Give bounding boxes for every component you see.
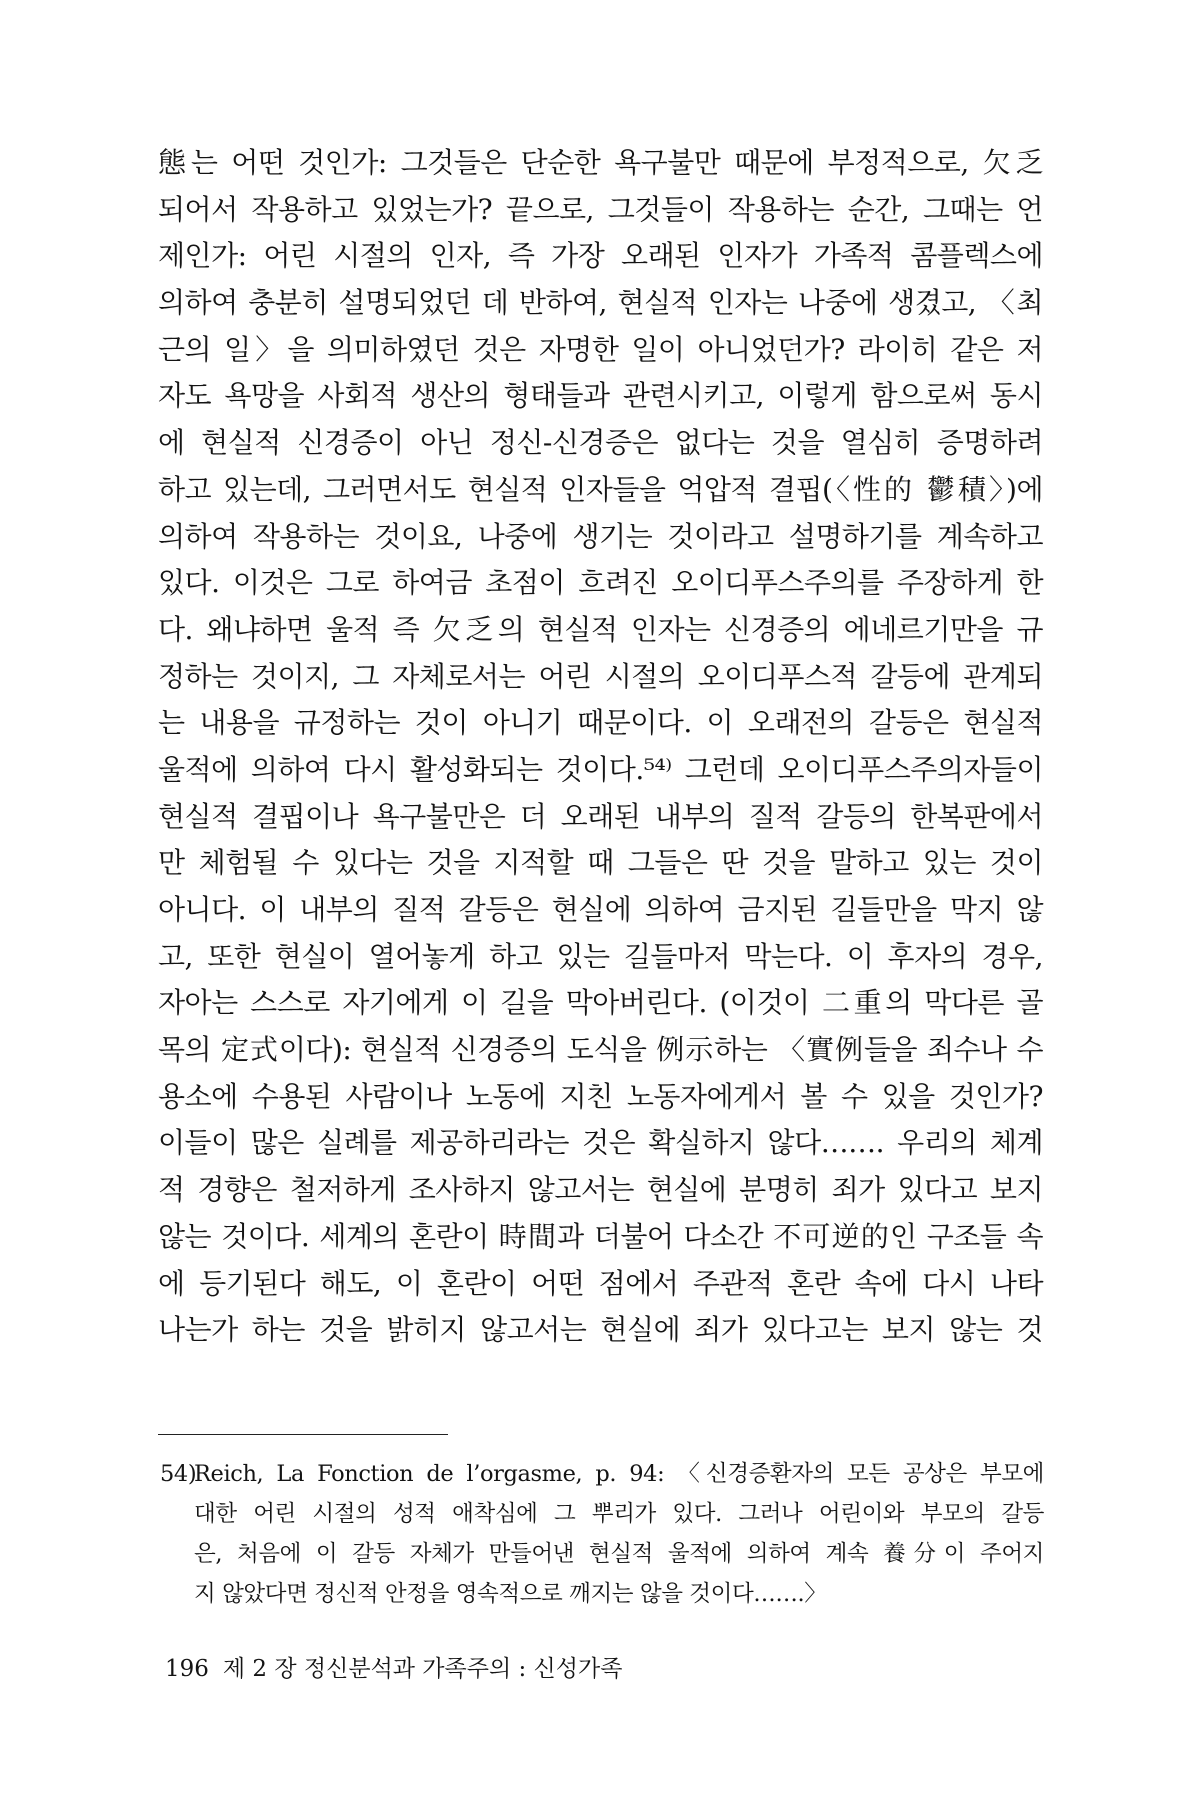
text-line: 않는 것이다. 세계의 혼란이 時間과 더불어 다소간 不可逆的인 구조들 속: [158, 1219, 1043, 1253]
text-line: 에 현실적 신경증이 아닌 정신-신경증은 없다는 것을 열심히 증명하려: [158, 426, 1043, 460]
footnote-separator: [158, 1434, 448, 1435]
footnote-text: Reich, La Fonction de l’orgasme, p. 94: 〈신경증환자의 모든 공상은 부모에: [194, 1461, 1044, 1487]
text-line: 고, 또한 현실이 열어놓게 하고 있는 길들마저 막는다. 이 후자의 경우,: [158, 939, 1043, 973]
footnote-line: 지 않았다면 정신적 안정을 영속적으로 깨지는 않을 것이다…….〉: [194, 1581, 827, 1607]
text-line: 울적에 의하여 다시 활성화되는 것이다.⁵⁴⁾ 그런데 오이디푸스주의자들이: [158, 752, 1043, 786]
text-line: 態는 어떤 것인가: 그것들은 단순한 욕구불만 때문에 부정적으로, 欠乏: [158, 146, 1043, 179]
footnote-line: [160, 1454, 1044, 1494]
text-line: 이들이 많은 실례를 제공하리라는 것은 확실하지 않다……. 우리의 체계: [158, 1126, 1043, 1160]
text-line: 적 경향은 철저하게 조사하지 않고서는 현실에 분명히 죄가 있다고 보지: [158, 1173, 1043, 1207]
footnote-line: 은, 처음에 이 갈등 자체가 만들어낸 현실적 울적에 의하여 계속 養分이 주어지: [194, 1541, 1044, 1567]
text-line: 자아는 스스로 자기에게 이 길을 막아버린다. (이것이 二重의 막다른 골: [158, 986, 1043, 1020]
text-line: 되어서 작용하고 있었는가? 끝으로, 그것들이 작용하는 순간, 그때는 언: [158, 192, 1043, 226]
text-line: 다. 왜냐하면 울적 즉 欠乏의 현실적 인자는 신경증의 에네르기만을 규: [158, 612, 1043, 646]
text-line: 아니다. 이 내부의 질적 갈등은 현실에 의하여 금지된 길들만을 막지 않: [158, 893, 1043, 926]
text-line: 나는가 하는 것을 밝히지 않고서는 현실에 죄가 있다고는 보지 않는 것: [158, 1313, 1043, 1347]
text-line: 자도 욕망을 사회적 생산의 형태들과 관련시키고, 이렇게 함으로써 동시: [158, 379, 1043, 413]
page-number: 196: [165, 1656, 209, 1682]
running-title: 제 2 장 정신분석과 가족주의 : 신성가족: [222, 1656, 623, 1682]
text-line: 하고 있는데, 그러면서도 현실적 인자들을 억압적 결핍(〈性的 鬱積〉)에: [158, 472, 1043, 506]
page-footer: [165, 1654, 622, 1684]
text-line: 는 내용을 규정하는 것이 아니기 때문이다. 이 오래전의 갈등은 현실적: [158, 706, 1043, 740]
text-line: 근의 일〉을 의미하였던 것은 자명한 일이 아니었던가? 라이히 같은 저: [158, 332, 1043, 366]
text-line: 정하는 것이지, 그 자체로서는 어린 시절의 오이디푸스적 갈등에 관계되: [158, 659, 1043, 693]
footnote-number: 54): [160, 1461, 197, 1487]
text-line: 만 체험될 수 있다는 것을 지적할 때 그들은 딴 것을 말하고 있는 것이: [158, 846, 1043, 880]
text-line: 의하여 작용하는 것이요, 나중에 생기는 것이라고 설명하기를 계속하고: [158, 519, 1043, 553]
text-line: 목의 定式이다): 현실적 신경증의 도식을 例示하는 〈實例들을 죄수나 수: [158, 1033, 1043, 1067]
text-line: 제인가: 어린 시절의 인자, 즉 가장 오래된 인자가 가족적 콤플렉스에: [158, 239, 1043, 273]
text-line: 의하여 충분히 설명되었던 데 반하여, 현실적 인자는 나중에 생겼고, 〈최: [158, 286, 1043, 320]
text-line: 현실적 결핍이나 욕구불만은 더 오래된 내부의 질적 갈등의 한복판에서: [158, 799, 1043, 833]
footnote: [160, 1454, 1044, 1614]
text-line: 있다. 이것은 그로 하여금 초점이 흐려진 오이디푸스주의를 주장하게 한: [158, 566, 1043, 600]
text-line: 용소에 수용된 사람이나 노동에 지친 노동자에게서 볼 수 있을 것인가?: [158, 1079, 1043, 1113]
footnote-line: 대한 어린 시절의 성적 애착심에 그 뿌리가 있다. 그러나 어린이와 부모의 갈등: [194, 1501, 1044, 1527]
body-text: [158, 140, 1043, 1354]
text-line: 에 등기된다 해도, 이 혼란이 어떤 점에서 주관적 혼란 속에 다시 나타: [158, 1266, 1043, 1300]
